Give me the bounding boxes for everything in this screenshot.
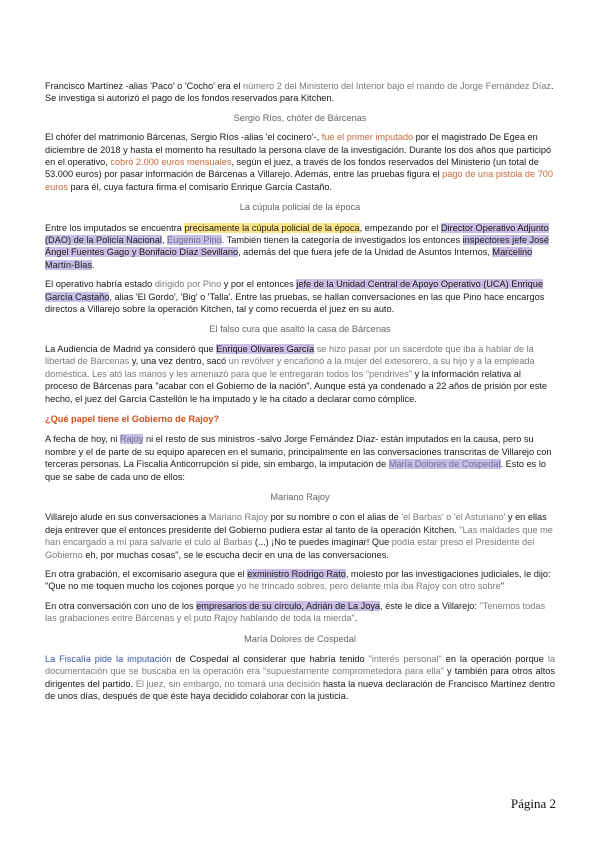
- text: , empezando por el: [359, 222, 441, 233]
- text: La Audiencia de Madrid ya consideró que: [45, 343, 217, 354]
- muted-text: 'el Barbas' o 'el Asturiano': [401, 512, 506, 523]
- subheading-falso-cura: El falso cura que asaltó la casa de Bárcenas: [209, 323, 391, 334]
- subheading-mariano-rajoy: Mariano Rajoy: [270, 491, 330, 502]
- paragraph-operativo: [45, 278, 555, 315]
- link-text[interactable]: número 2 del Ministerio del Interior bajo el mando de Jorge Fernández Díaz: [243, 81, 551, 91]
- text: ": [500, 581, 505, 592]
- link-text[interactable]: Mariano Rajoy: [208, 512, 269, 523]
- link-text[interactable]: pago de una pistola de 700 euros: [45, 169, 554, 192]
- link-text[interactable]: fue el primer imputado: [321, 132, 414, 143]
- paragraph-la-joya: [45, 600, 555, 625]
- text: A fecha de hoy, ni: [45, 434, 120, 445]
- highlighted-text: empresarios de su círculo, Adrián de La Joya: [196, 600, 381, 611]
- text: . Se investiga si autorizó el pago de los fondos reservados para Kitchen.: [45, 81, 554, 104]
- text: , éste le dice a Villarejo:: [380, 600, 480, 611]
- text: (...) ¡No te puedes imaginar! Que: [252, 537, 392, 548]
- subheading-sergio-rios: Sergio Ríos, chófer de Bárcenas: [233, 112, 367, 123]
- text: en la operación porque: [441, 654, 548, 665]
- link-text[interactable]: La Fiscalía pide la imputación: [45, 654, 172, 665]
- highlighted-text: María Dolores de Cospedal: [388, 459, 501, 470]
- text: ni el resto de sus ministros -salvo Jorge Fernández Díaz- están imputados en la causa, pero su nombre y el de parte de su equipo aparecen en el sumario, principalmente en las conversaciones transcritas de Villarejo con terceras personas. La Fiscalía Anticorrupción sí pide, sin embargo, la imputación de: [45, 434, 552, 470]
- text: por su nombre o con el alias de: [268, 512, 402, 523]
- text: por el magistrado De Egea en diciembre de 2018 y hasta el momento ha resultado la persona clave de la investigación. Durante los dos años que participó en el operativo,: [45, 132, 552, 168]
- highlighted-text: inspectores jefe José Ángel Fuentes Gago y Bonifacio Díaz Sevillano: [45, 235, 549, 258]
- text: , además del que fuera jefe de la Unidad de Asuntos Internos,: [238, 247, 493, 258]
- muted-text: un revólver y encañonó a la mujer del extesorero, a su hijo y a la empleada doméstica. Les ató las manos y les amenazó para que le entregaran todos los "pendrives": [45, 356, 535, 379]
- text: . También tienen la categoría de investigados los entonces: [221, 235, 463, 246]
- text: Entre los imputados se encuentra: [45, 222, 185, 233]
- paragraph-cupula: [45, 222, 555, 272]
- text: El chófer del matrimonio Bárcenas, Sergio Ríos -alias 'el cocinero'-,: [45, 132, 322, 143]
- paragraph-falso-cura: [45, 343, 555, 405]
- text: Francisco Martínez -alias 'Paco' o 'Cocho' era el: [45, 81, 243, 91]
- highlighted-text: Marcelino Martín-Blas: [45, 247, 533, 270]
- muted-text: se hizo pasar por un sacerdote que iba a hablar de la libertad de Bárcenas: [45, 343, 534, 367]
- text: y la información relativa al proceso de Bárcenas para "acabar con el Gobierno de la nación". Aunque está ya condenado a 22 años de prisión por este hecho, el juez del García Castellón le ha imputado y le ha citado a declarar como cómplice.: [45, 368, 547, 404]
- text: de Cospedal al considerar que habría tenido: [171, 654, 369, 665]
- text: , según el juez, a través de los fondos reservados del Ministerio (un total de 53.000 euros) por pasar información de Bárcenas a Villarejo. Además, entre las pruebas figura el: [45, 157, 539, 180]
- highlighted-text: Rajoy: [119, 434, 144, 445]
- section-heading-rajoy: ¿Qué papel tiene el Gobierno de Rajoy?: [45, 413, 220, 424]
- text: En otra grabación, el excomisario asegura que el: [45, 569, 248, 579]
- text: y en ellas deja entrever que el entonces presidente del Gobierno pudiera estar al tanto de la operación Kitchen.: [45, 512, 547, 535]
- text: . Esto es lo que se sabe de cada uno de ellos:: [45, 459, 546, 482]
- subheading-cospedal: María Dolores de Cospedal: [244, 633, 356, 644]
- subheading-cupula: La cúpula policial de la época: [239, 202, 361, 213]
- text: El operativo habría estado: [45, 279, 155, 290]
- text: ,: [161, 235, 168, 246]
- text: para él, cuya factura firma el comisario Enrique García Castaño.: [67, 181, 332, 192]
- document-body: [45, 80, 555, 703]
- paragraph-martinez: [45, 80, 555, 105]
- muted-text: "Tenemos todas las grabaciones entre Bárcenas y el puto Rajoy hablando de toda la mierda": [45, 600, 546, 624]
- highlighted-text: Enrique Olivares García: [216, 343, 315, 354]
- muted-text: la documentación que se buscaba en la operación era "supuestamente comprometedora para ella": [45, 654, 555, 677]
- text: y también para otros altos dirigentes del partido.: [45, 666, 555, 689]
- paragraph-sergio: [45, 131, 555, 193]
- link-text[interactable]: cobró 2.000 euros mensuales: [110, 157, 232, 168]
- text: hasta la nueva declaración de Francisco Martínez dentro de unos días, después de que éste haya decidido colaborar con la justicia.: [45, 678, 556, 702]
- muted-text: "Las maldades que me han encargado a mí para salvarle el culo al Barbas: [45, 524, 553, 548]
- paragraph-rato: [45, 568, 555, 593]
- paragraph-mariano: [45, 511, 555, 561]
- highlighted-text: Eugenio Pino: [167, 235, 222, 246]
- page-number: Página 2: [510, 796, 556, 811]
- highlighted-text: precisamente la cúpula policial de la época: [184, 222, 360, 233]
- muted-text: "interés personal": [368, 654, 442, 665]
- text: .: [354, 613, 358, 624]
- text: Villarejo alude en sus conversaciones a: [45, 512, 209, 523]
- text: y, una vez dentro, sacó: [129, 356, 229, 367]
- text: y por el entonces: [221, 279, 297, 290]
- text: , molesto por las investigaciones judiciales, le dijo: "Que no me toquen mucho los cojones porque: [45, 569, 551, 592]
- paragraph-cospedal: [45, 653, 555, 703]
- text: .: [91, 259, 95, 270]
- link-text[interactable]: dirigido por Pino: [154, 279, 222, 290]
- highlighted-text: jefe de la Unidad Central de Apoyo Operativo (UCA) Enrique García Castaño: [45, 279, 543, 302]
- text: , alias 'El Gordo', 'Big' o 'Talla'. Entre las pruebas, se hallan conversaciones en las que Pino hace encargos directos a Villarejo sobre la operación Kitchen, tal y como recuerda el juez en su auto.: [45, 291, 545, 315]
- text: eh, por muchas cosas", se le escucha decir en una de las conversaciones.: [82, 549, 389, 560]
- text: En otra conversación con uno de los: [45, 600, 197, 611]
- muted-text: podía estar preso el Presidente del Gobierno: [45, 537, 535, 560]
- highlighted-text: exministro Rodrigo Rato: [247, 569, 346, 579]
- muted-text: El juez, sin embargo, no tomará una decisión: [135, 678, 321, 689]
- highlighted-text: Director Operativo Adjunto (DAO) de la Policía Nacional: [45, 222, 549, 246]
- muted-text: yo he trincado sobres, pero delante mía iba Rajoy con otro sobre: [236, 581, 501, 592]
- paragraph-gobierno: [45, 433, 555, 483]
